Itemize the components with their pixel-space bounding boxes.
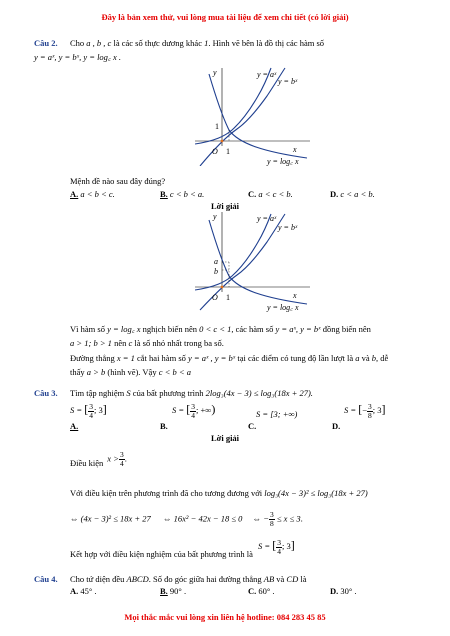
q3-step-4-end: . (300, 513, 303, 524)
q2-sol-1a: Vì hàm số (70, 324, 105, 334)
q4-stem-abcd: ABCD (126, 574, 149, 584)
q3-equiv-line (70, 488, 368, 498)
q2-sol-2b: nên (114, 338, 127, 348)
q4-option-a[interactable] (70, 586, 97, 596)
q2-option-a-text: a < b < c. (80, 189, 115, 199)
q4-stem-text-7: là (300, 574, 307, 584)
q2-option-a[interactable] (70, 189, 115, 199)
graph-1-one-y: 1 (215, 122, 219, 131)
q3-option-d-letter: D. (332, 421, 341, 431)
q3-option-b-rbracket: ) (211, 402, 216, 416)
question-4-stem (70, 574, 307, 584)
q2-sol-3e: tại các điểm có tung độ lần lượt là (237, 353, 354, 363)
q4-stem-ab: AB (263, 574, 275, 584)
q3-option-b-lbracket: [ (186, 402, 191, 416)
q3-option-d-num: 3 (368, 401, 372, 411)
q3-equiv-intro: Với điều kiện trên phương trình đã cho tương đương với (70, 488, 263, 498)
question-2-functions: y = aˣ, y = bˣ, y = log꜀ x . (34, 52, 122, 62)
graph-1-label-log: y = log꜀ x (267, 157, 299, 166)
q2-sol-3f: a (355, 353, 360, 363)
q3-condition-num: 3 (119, 450, 124, 459)
q2-sol-2a: a > 1; b > 1 (70, 338, 112, 348)
graph-1-label-a: y = aˣ (257, 70, 277, 79)
question-2-stem-line1 (70, 38, 324, 48)
graph-2-label-b: y = bˣ (278, 223, 298, 232)
q2-sol-2d: là số nhỏ nhất trong ba số. (134, 338, 224, 348)
q2-stem-one: 1 (204, 38, 209, 48)
q4-option-c-letter: C. (248, 586, 257, 596)
q4-option-d-letter: D. (330, 586, 339, 596)
footer-banner: Mọi thắc mắc vui lòng xin liên hệ hotline: 084 283 45 85 (124, 612, 326, 622)
q4-option-b-text: 90° . (169, 586, 187, 596)
q2-solution-heading: Lời giải (210, 201, 240, 211)
q2-sol-4b: a > b (86, 367, 106, 377)
q3-option-d-rbracket: ] (381, 402, 386, 416)
question-3-number: Câu 3. (34, 388, 58, 398)
graph-2-y-label: y (213, 212, 217, 221)
q2-sol-3a: Đường thẳng (70, 353, 115, 363)
q3-option-b-den: 4 (191, 410, 195, 420)
q3-stem-text-1: Tìm tập nghiệm (70, 388, 125, 398)
q3-answer-rest: ; 3 (282, 541, 291, 551)
q4-option-c[interactable] (248, 586, 275, 596)
graph-1-x-label: x (293, 145, 297, 154)
question-4-number: Câu 4. (34, 574, 58, 584)
q2-sol-4a: thấy (70, 367, 85, 377)
q3-option-b-letter: B. (160, 421, 168, 431)
q3-solution-heading: Lời giải (210, 433, 240, 443)
q2-solution-line-3 (70, 353, 388, 363)
q4-stem-cd: CD (286, 574, 299, 584)
q2-solution-line-1 (70, 324, 371, 335)
q4-option-c-text: 60° . (258, 586, 275, 596)
q3-condition-end: . (124, 453, 127, 464)
graph-1 (195, 66, 325, 166)
q4-stem-and: và (276, 574, 285, 584)
q3-condition-expr: x > (107, 453, 119, 464)
graph-1-y-label: y (213, 68, 217, 77)
q3-option-a-den: 4 (89, 410, 93, 420)
q3-option-a-set: S = (70, 405, 85, 415)
q2-sol-3c: cắt hai hàm số (137, 353, 186, 363)
q3-option-b[interactable] (172, 402, 215, 420)
q2-option-d-letter: D. (330, 189, 339, 199)
q4-option-b-letter: B. (160, 586, 168, 596)
q3-step-4-den: 8 (270, 519, 274, 528)
q2-sol-3d: y = aˣ , y = bˣ (188, 353, 236, 363)
q3-combine-text: Kết hợp với điều kiện nghiệm của bất phương trình là (70, 549, 253, 559)
q3-step-4a: ⇔ − (252, 513, 270, 524)
q4-stem-text-3: . Số đo góc giữa hai đường thẳng (148, 574, 262, 584)
header-banner: Đây là bản xem thử, vui lòng mua tài liệu để xem chi tiết (có lời giải) (101, 12, 349, 22)
q2-option-a-letter: A. (70, 189, 79, 199)
q2-sol-4c: (hình vẽ). Vậy (107, 367, 157, 377)
q3-step-4-fraction (269, 511, 275, 528)
graph-2-label-a: y = aˣ (257, 214, 277, 223)
q3-step-4b: ≤ x ≤ 3 (276, 513, 301, 524)
q2-sol-1e: , các hàm số (231, 324, 274, 334)
q3-option-a-rbracket: ] (102, 402, 107, 416)
q3-option-a-letter: A. (70, 421, 79, 431)
q2-option-b-letter: B. (160, 189, 168, 199)
q3-option-c-letter: C. (248, 421, 257, 431)
q2-sol-1c: nghịch biến nên (142, 324, 197, 334)
q3-option-d-set: S = (344, 405, 359, 415)
q3-option-d[interactable] (344, 402, 386, 420)
q2-stem-text-2: là các số thực dương khác (113, 38, 202, 48)
q3-option-d-rest: ; 3 (372, 405, 382, 415)
q3-option-c[interactable]: S = [3; +∞) (256, 409, 298, 419)
q4-option-a-letter: A. (70, 586, 79, 596)
graph-2-label-log: y = log꜀ x (267, 303, 299, 312)
q3-answer: S = [ $\frac{3}{4}$ ; 3] (258, 537, 295, 556)
q4-option-b[interactable] (160, 586, 186, 596)
q4-option-d[interactable] (330, 586, 357, 596)
q2-sol-1d: 0 < c < 1 (199, 324, 232, 334)
graph-2-origin-label: O (212, 293, 218, 302)
q2-option-c[interactable] (248, 189, 293, 199)
q3-stem-text-2: của bất phương trình (132, 388, 204, 398)
q2-sol-1f: y = aˣ, y = bˣ (275, 324, 321, 334)
q2-option-b[interactable] (160, 189, 204, 199)
graph-2-a-label: a (214, 257, 218, 266)
q3-option-b-rest: ; +∞ (196, 405, 212, 415)
q2-solution-line-2 (70, 338, 224, 348)
q4-stem-text-1: Cho tứ diện đều (70, 574, 125, 584)
q3-option-a-num: 3 (89, 401, 93, 411)
q3-option-b-set: S = (172, 405, 187, 415)
question-3-stem (70, 388, 313, 398)
q2-sol-4d: c < b < a (158, 367, 191, 377)
q2-option-d[interactable] (330, 189, 375, 199)
q4-option-d-text: 30° . (340, 586, 357, 596)
q2-sol-3i: , dễ (376, 353, 389, 363)
q4-option-a-text: 45° . (80, 586, 97, 596)
q3-derivation (70, 511, 303, 528)
q2-stem-text-3: . Hình vẽ bên là đồ thị các hàm số (208, 38, 325, 48)
graph-1-label-b: y = bˣ (278, 77, 298, 86)
q3-condition-den: 4 (119, 459, 124, 468)
q2-solution-line-4 (70, 367, 191, 377)
q2-option-c-text: a < c < b. (258, 189, 293, 199)
q3-option-d-lbracket: [ (358, 402, 363, 416)
q2-stem-text-1: Cho (70, 38, 85, 48)
graph-2-one-x: 1 (226, 293, 230, 302)
q2-sol-3g: và (361, 353, 370, 363)
graph-1-one-x: 1 (226, 147, 230, 156)
q3-option-b-num: 3 (191, 401, 195, 411)
q3-condition (70, 451, 127, 468)
q3-answer-set: S = (258, 541, 273, 551)
graph-2-x-label: x (293, 291, 297, 300)
q3-step-3: ⇔ 16x² − 42x − 18 ≤ 0 (163, 513, 243, 524)
q3-option-d-den: 8 (368, 410, 372, 420)
q2-option-b-text: c < b < a. (169, 189, 205, 199)
q2-stem-vars: a , b , c (86, 38, 112, 48)
q3-step-2: ⇔ (4x − 3)² ≤ 18x + 27 (70, 513, 151, 524)
q2-option-d-text: c < a < b. (340, 189, 375, 199)
q3-option-a-rest: ; 3 (94, 405, 103, 415)
q3-equiv-expr: log₃(4x − 3)² ≤ log₃(18x + 27) (264, 488, 368, 498)
q3-answer-num: 3 (277, 537, 281, 547)
graph-2-origin-dot (221, 286, 224, 289)
q3-option-a[interactable] (70, 402, 107, 420)
q2-option-c-letter: C. (248, 189, 257, 199)
question-2-prompt: Mệnh đề nào sau đây đúng? (70, 176, 166, 186)
q2-sol-3b: x = 1 (116, 353, 135, 363)
graph-2-b-label: b (214, 267, 218, 276)
graph-1-origin-label: O (212, 147, 218, 156)
q2-sol-1b: y = log꜀ x (107, 324, 141, 334)
q3-stem-equation: 2log₃(4x − 3) ≤ log₃(18x + 27). (205, 388, 313, 398)
graph-1-origin-dot (221, 140, 224, 143)
question-2-number: Câu 2. (34, 38, 58, 48)
q3-answer-den: 4 (277, 546, 281, 556)
q3-step-4-num: 3 (270, 510, 274, 519)
q3-option-a-lbracket: [ (84, 402, 89, 416)
graph-2 (195, 210, 325, 312)
q3-stem-s: S (126, 388, 131, 398)
q3-option-d-neg: − (362, 405, 368, 415)
q3-condition-label: Điều kiện (70, 458, 104, 468)
q2-sol-3h: b (371, 353, 377, 363)
q2-sol-2c: c (128, 338, 133, 348)
q2-sol-1g: đồng biến nên (322, 324, 371, 334)
